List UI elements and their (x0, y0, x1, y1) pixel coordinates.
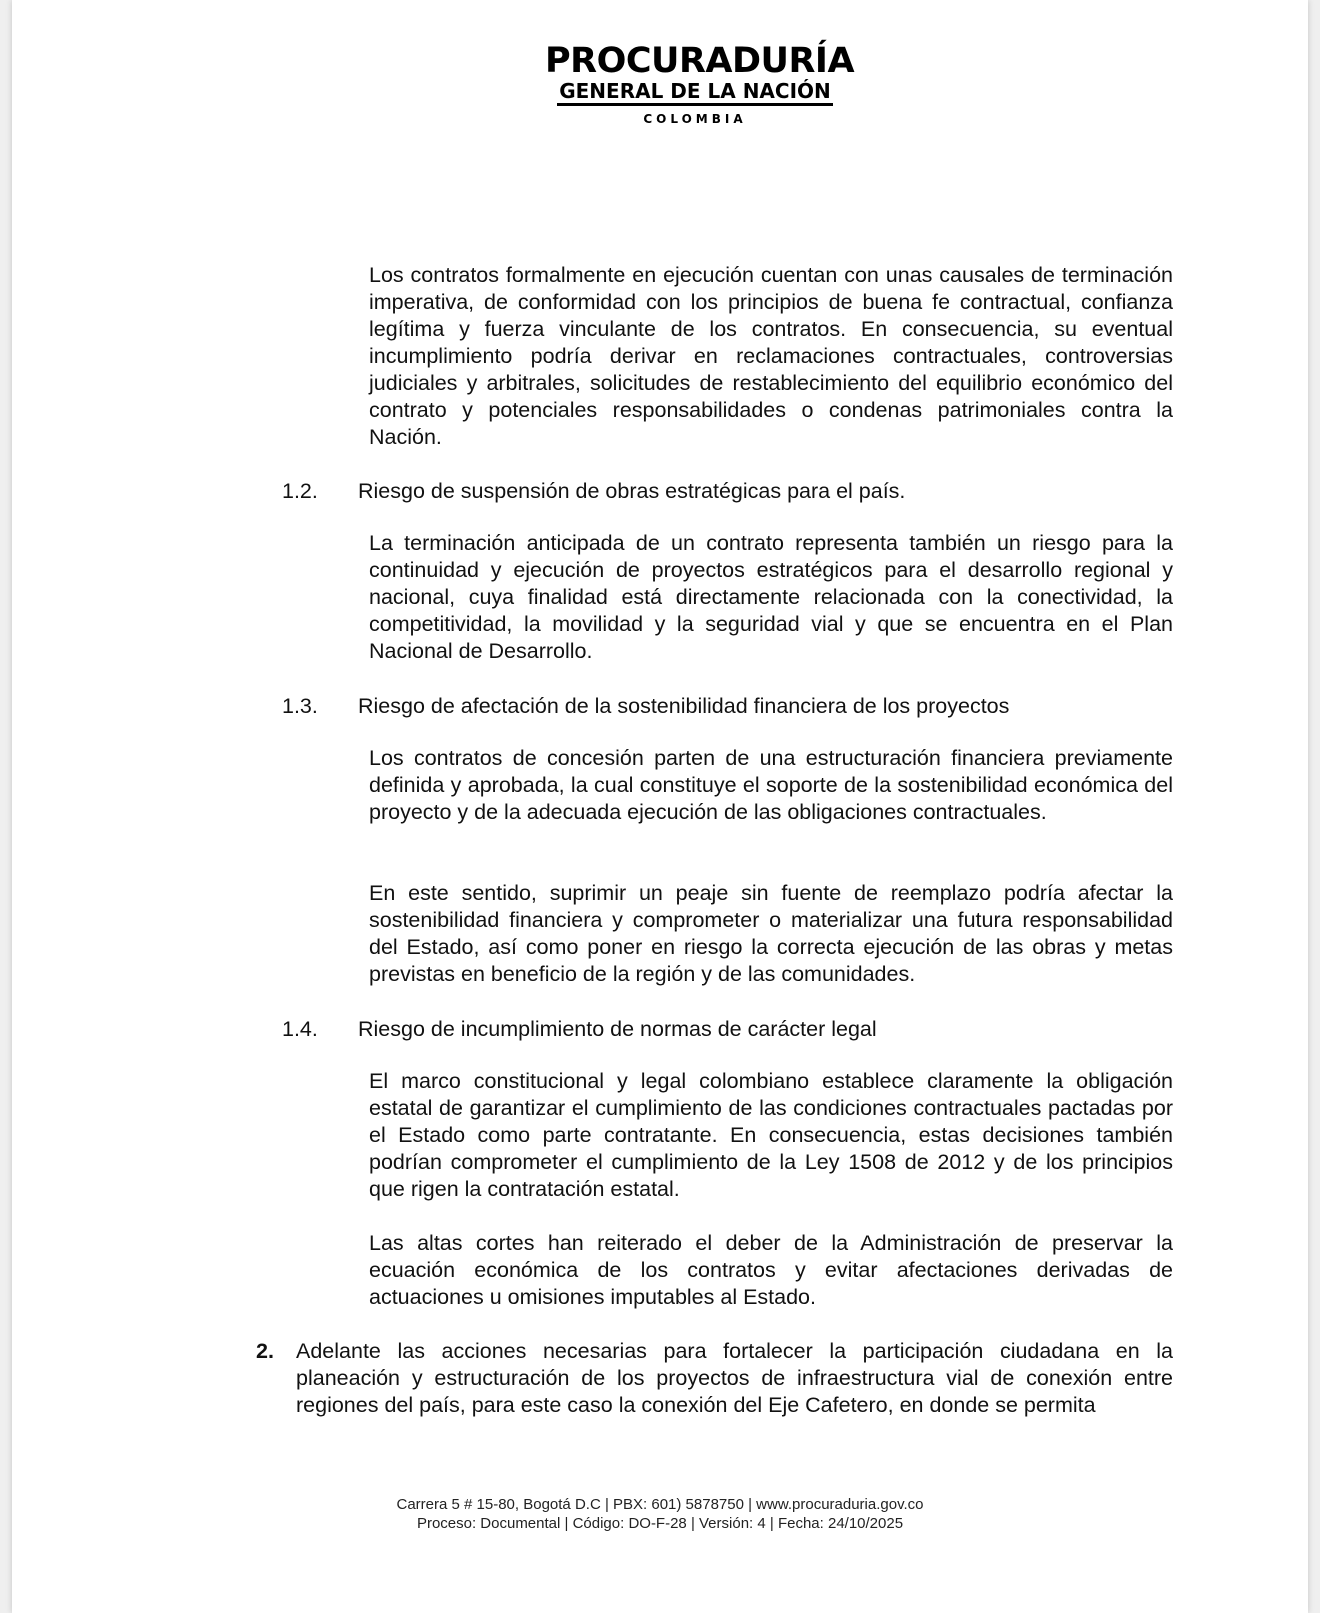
footer-address: Carrera 5 # 15-80, Bogotá D.C | PBX: 601) 5878750 | www.procuraduria.gov.co (396, 1496, 924, 1513)
page-footer (12, 1495, 1308, 1533)
section-title: Riesgo de incumplimiento de normas de carácter legal (358, 1017, 877, 1041)
section-title: Riesgo de afectación de la sostenibilidad financiera de los proyectos (358, 694, 1010, 718)
paragraph-1-3-a: Los contratos de concesión parten de una estructuración financiera previamente definida y aprobada, la cual constituye el soporte de la sostenibilidad económica del proyecto y de la adecuada ejecución de las obligaciones contractuales. (369, 746, 1173, 824)
paragraph-1-2: La terminación anticipada de un contrato representa también un riesgo para la continuidad y ejecución de proyectos estratégicos para el desarrollo regional y nacional, cuya finalidad está directamente relacionada con la conectividad, la competitividad, la movilidad y la seguridad vial y que se encuentra en el Plan Nacional de Desarrollo. (369, 531, 1173, 663)
footer-document-info: Proceso: Documental | Código: DO-F-28 | Versión: 4 | Fecha: 24/10/2025 (416, 1515, 904, 1532)
section-number: 1.4. (282, 1017, 318, 1041)
section-number: 1.2. (282, 479, 318, 503)
paragraph-1-4-a: El marco constitucional y legal colombiano establece claramente la obligación estatal de garantizar el cumplimiento de las condiciones contractuales pactadas por el Estado como parte contratante. En consecuencia, estas decisiones también podrían comprometer el cumplimiento de la Ley 1508 de 2012 y de los principios que rigen la contratación estatal. (369, 1069, 1173, 1201)
logo-country: COLOMBIA (643, 112, 747, 126)
document-page (12, 0, 1308, 1613)
paragraph-1-3-b: En este sentido, suprimir un peaje sin fuente de reemplazo podría afectar la sostenibilidad financiera y comprometer o materializar una futura responsabilidad del Estado, así como poner en riesgo la correcta ejecución de las obras y metas previstas en beneficio de la región y de las comunidades. (369, 881, 1173, 986)
list-item-2-text: Adelante las acciones necesarias para fortalecer la participación ciudadana en la planeación y estructuración de los proyectos de infraestructura vial de conexión entre regiones del país, para este caso la conexión del Eje Cafetero, en donde se permita (296, 1339, 1173, 1417)
logo-title: PROCURADURÍA (545, 41, 855, 81)
procuraduria-logo (545, 41, 855, 126)
logo-subtitle: GENERAL DE LA NACIÓN (557, 80, 833, 106)
paragraph-intro: Los contratos formalmente en ejecución cuentan con unas causales de terminación imperativa, de conformidad con los principios de buena fe contractual, confianza legítima y fuerza vinculante de los contratos. En consecuencia, su eventual incumplimiento podría derivar en reclamaciones contractuales, controversias judiciales y arbitrales, solicitudes de restablecimiento del equilibrio económico del contrato y potenciales responsabilidades o condenas patrimoniales contra la Nación. (369, 263, 1173, 449)
list-number-2: 2. (256, 1339, 274, 1363)
paragraph-1-4-b: Las altas cortes han reiterado el deber de la Administración de preservar la ecuación económica de los contratos y evitar afectaciones derivadas de actuaciones u omisiones imputables al Estado. (369, 1231, 1173, 1309)
section-number: 1.3. (282, 694, 318, 718)
section-title: Riesgo de suspensión de obras estratégicas para el país. (358, 479, 906, 503)
